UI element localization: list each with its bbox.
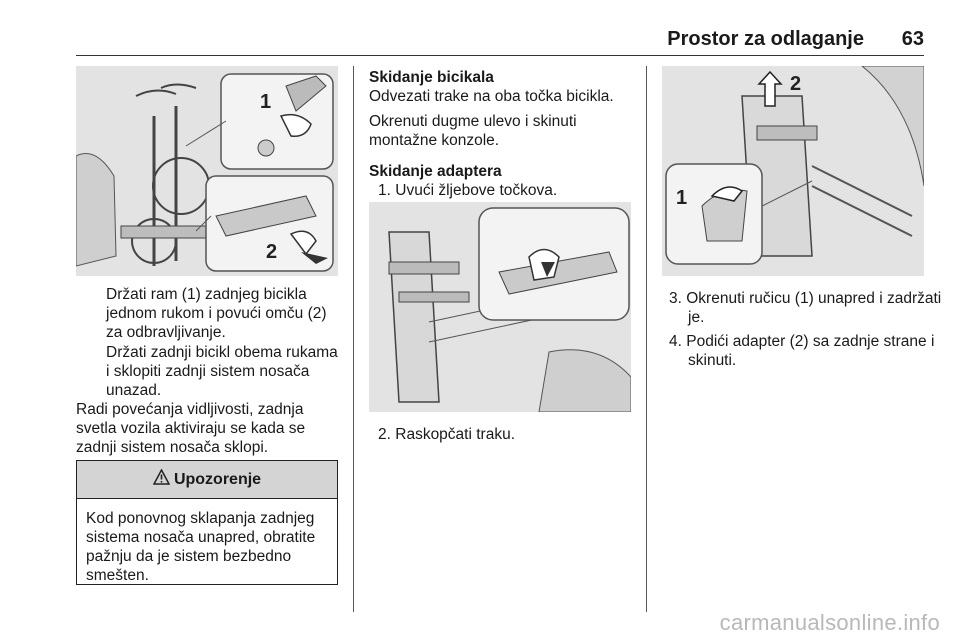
note-rear-lights: Radi povećanja vidljivosti, zadnja svetla vozila aktiviraju se kada se zadnji sistem nosača sklopi. (76, 401, 306, 456)
bike-carrier-illustration (76, 66, 338, 276)
callout-1-label: 1 (676, 187, 688, 209)
page-header (76, 26, 924, 52)
warning-triangle-icon (153, 469, 170, 490)
column-divider (646, 66, 647, 612)
figure-lift-adapter (662, 66, 924, 276)
step-text: Raskopčati traku. (395, 426, 515, 443)
step-number: 4. (669, 333, 682, 350)
adapter-grooves-illustration (369, 202, 631, 412)
step-1 (378, 181, 638, 200)
step-text: Podići adapter (2) sa zadnje strane i skinuti. (686, 333, 935, 369)
heading-removing-bicycles: Skidanje bicikala (369, 69, 494, 86)
column-divider (353, 66, 354, 612)
section-title: Prostor za odlaganje (667, 28, 864, 50)
header-rule (76, 55, 924, 56)
step-number: 2. (378, 426, 391, 443)
step-text: Okrenuti ručicu (1) unapred i zadržati je. (686, 290, 942, 326)
site-watermark: carmanualsonline.info (719, 610, 940, 635)
warning-box (76, 460, 338, 585)
page-number: 63 (901, 28, 924, 50)
step-number: 1. (378, 182, 391, 199)
step-4 (669, 332, 943, 370)
figure-adapter-grooves (369, 202, 631, 412)
callout-2-label: 2 (266, 241, 278, 263)
figure-bike-carrier-fold (76, 66, 338, 276)
instruction-turn-knob: Okrenuti dugme ulevo i skinuti montažne konzole. (369, 113, 577, 149)
callout-1-label: 1 (260, 91, 272, 113)
step-number: 3. (669, 290, 682, 307)
instruction-hold-frame: Držati ram (1) zadnjeg bicikla jednom rukom i povući omču (2) za odbravljivanje. (106, 286, 327, 341)
instruction-untie-straps: Odvezati trake na oba točka bicikla. (369, 88, 614, 105)
warning-text: Kod ponovnog sklapanja zadnjeg sistema nosača unapred, obratite pažnju da je sistem bezbedno smešten. (86, 510, 316, 584)
callout-2-label: 2 (790, 73, 802, 95)
lift-adapter-illustration (662, 66, 924, 276)
removing-bicycles-section (369, 68, 639, 181)
warning-header (77, 461, 337, 499)
step-2 (378, 425, 638, 444)
step-3 (669, 289, 943, 327)
instruction-fold-rear-carrier: Držati zadnji bicikl obema rukama i sklopiti zadnji sistem nosača unazad. (106, 344, 338, 399)
warning-title: Upozorenje (173, 470, 262, 488)
heading-removing-adapter: Skidanje adaptera (369, 163, 502, 180)
step-text: Uvući žljebove točkova. (395, 182, 558, 199)
